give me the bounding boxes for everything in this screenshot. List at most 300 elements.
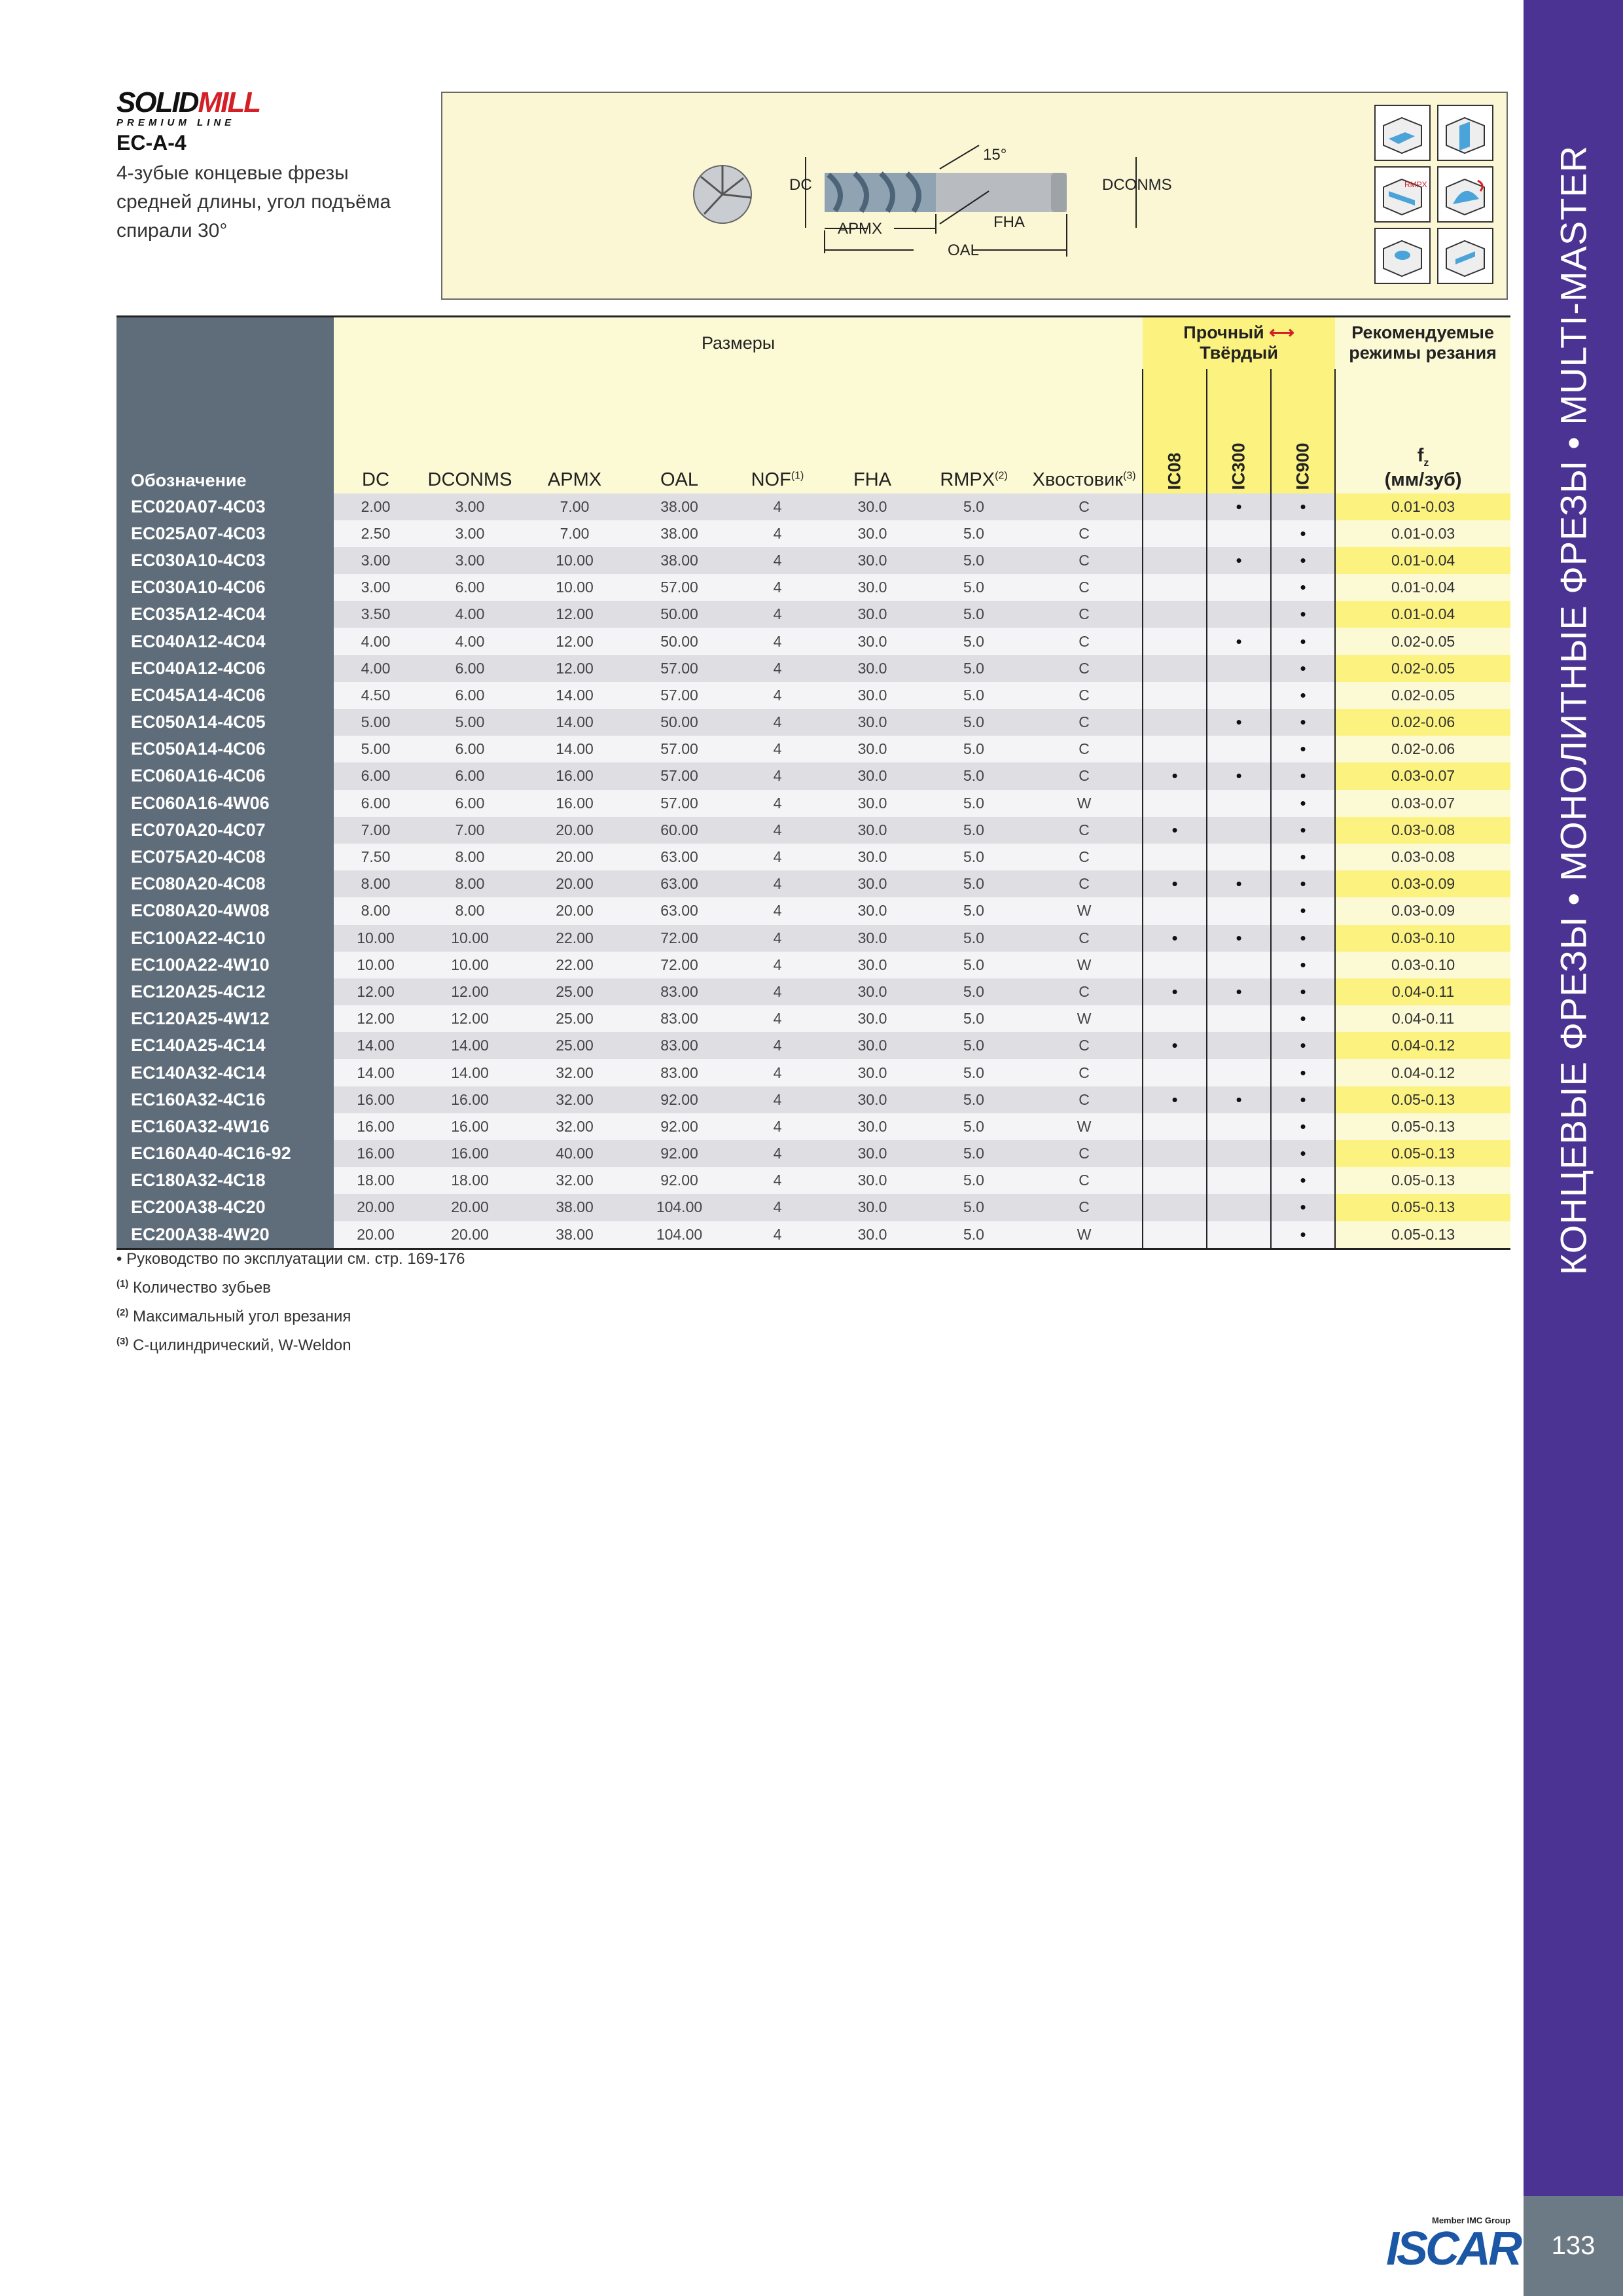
cell-designation: EC045A14-4C06: [116, 682, 334, 709]
cell-ic08: [1143, 1221, 1207, 1249]
cell-nof: 4: [732, 870, 823, 897]
cell-ic900: •: [1271, 1059, 1335, 1086]
cell-ic08: [1143, 655, 1207, 682]
cell-ic08: [1143, 682, 1207, 709]
cell-fha: 30.0: [823, 574, 921, 601]
cell-rmpx: 5.0: [921, 817, 1026, 844]
cell-shank: C: [1026, 601, 1143, 628]
slotting-icon: [1437, 105, 1493, 161]
cell-ic08: [1143, 493, 1207, 520]
label-dconms: DCONMS: [1102, 176, 1172, 194]
cell-dc: 14.00: [334, 1032, 418, 1059]
cell-nof: 4: [732, 547, 823, 574]
cell-ic08: •: [1143, 762, 1207, 789]
cell-fz: 0.01-0.04: [1335, 574, 1510, 601]
cell-rmpx: 5.0: [921, 682, 1026, 709]
page-number: 133: [1524, 2196, 1623, 2296]
cell-ic300: [1207, 844, 1271, 870]
cell-shank: C: [1026, 493, 1143, 520]
note-2: $^{(2)}$ Максимальный угол врезания: [116, 1307, 351, 1325]
table-row: [116, 952, 1510, 978]
table-row: [116, 762, 1510, 789]
cell-ic300: [1207, 1059, 1271, 1086]
ramping-icon: [1374, 166, 1431, 223]
cell-ic900: •: [1271, 601, 1335, 628]
cell-dconms: 7.00: [418, 817, 522, 844]
cell-ic08: •: [1143, 978, 1207, 1005]
cell-designation: EC050A14-4C06: [116, 736, 334, 762]
cell-apmx: 25.00: [522, 1032, 627, 1059]
cell-fha: 30.0: [823, 817, 921, 844]
cell-rmpx: 5.0: [921, 601, 1026, 628]
side-milling-icon: [1437, 228, 1493, 284]
cell-ic900: •: [1271, 520, 1335, 547]
cell-rmpx: 5.0: [921, 762, 1026, 789]
cell-apmx: 22.00: [522, 925, 627, 952]
cell-dconms: 20.00: [418, 1194, 522, 1221]
cell-ic300: [1207, 952, 1271, 978]
cell-dconms: 6.00: [418, 736, 522, 762]
cell-nof: 4: [732, 628, 823, 655]
cell-ic900: •: [1271, 1167, 1335, 1194]
cell-rmpx: 5.0: [921, 790, 1026, 817]
cell-shank: C: [1026, 682, 1143, 709]
cell-nof: 4: [732, 844, 823, 870]
footnotes: [116, 1247, 465, 1358]
profiling-icon: [1437, 166, 1493, 223]
cell-fha: 30.0: [823, 1140, 921, 1167]
cell-designation: EC160A32-4C16: [116, 1086, 334, 1113]
cell-apmx: 7.00: [522, 520, 627, 547]
cell-ic300: •: [1207, 547, 1271, 574]
cell-shank: C: [1026, 574, 1143, 601]
cell-dconms: 8.00: [418, 897, 522, 924]
table-row: [116, 870, 1510, 897]
cell-fz: 0.03-0.10: [1335, 925, 1510, 952]
cell-ic900: •: [1271, 870, 1335, 897]
cell-nof: 4: [732, 1086, 823, 1113]
cell-ic900: •: [1271, 655, 1335, 682]
cell-fha: 30.0: [823, 628, 921, 655]
cell-fz: 0.05-0.13: [1335, 1167, 1510, 1194]
cell-fz: 0.05-0.13: [1335, 1113, 1510, 1140]
col-dconms: DCONMS: [418, 369, 522, 493]
cell-nof: 4: [732, 1167, 823, 1194]
header-recommended: Рекомендуемые режимы резания: [1335, 317, 1510, 369]
cell-nof: 4: [732, 601, 823, 628]
cell-ic300: [1207, 574, 1271, 601]
cell-shank: C: [1026, 817, 1143, 844]
table-row: [116, 844, 1510, 870]
cell-dc: 16.00: [334, 1086, 418, 1113]
cell-oal: 92.00: [627, 1113, 732, 1140]
cell-dconms: 10.00: [418, 925, 522, 952]
cell-fz: 0.03-0.07: [1335, 762, 1510, 789]
table-row: [116, 790, 1510, 817]
logo-solid: SOLID: [116, 86, 198, 118]
table-row: [116, 601, 1510, 628]
cell-ic900: •: [1271, 628, 1335, 655]
cell-oal: 104.00: [627, 1194, 732, 1221]
cell-oal: 57.00: [627, 736, 732, 762]
cell-ic900: •: [1271, 1086, 1335, 1113]
cell-fha: 30.0: [823, 925, 921, 952]
cell-ic900: •: [1271, 925, 1335, 952]
cell-nof: 4: [732, 1032, 823, 1059]
cell-fha: 30.0: [823, 790, 921, 817]
cell-dconms: 3.00: [418, 493, 522, 520]
cell-oal: 63.00: [627, 870, 732, 897]
cell-fha: 30.0: [823, 1032, 921, 1059]
cell-nof: 4: [732, 574, 823, 601]
cell-designation: EC030A10-4C03: [116, 547, 334, 574]
cell-shank: C: [1026, 547, 1143, 574]
cell-ic08: [1143, 1059, 1207, 1086]
table-row: [116, 574, 1510, 601]
cell-nof: 4: [732, 790, 823, 817]
cell-ic08: •: [1143, 870, 1207, 897]
cell-dc: 8.00: [334, 897, 418, 924]
cell-designation: EC075A20-4C08: [116, 844, 334, 870]
cell-ic900: •: [1271, 978, 1335, 1005]
table-row: [116, 925, 1510, 952]
cell-ic08: [1143, 844, 1207, 870]
cell-oal: 83.00: [627, 1032, 732, 1059]
col-fz: $f_z$ (мм/зуб): [1335, 369, 1510, 493]
cell-ic08: [1143, 520, 1207, 547]
cell-fz: 0.02-0.05: [1335, 655, 1510, 682]
cell-ic900: •: [1271, 547, 1335, 574]
cell-ic300: [1207, 1221, 1271, 1249]
cell-dconms: 12.00: [418, 1005, 522, 1032]
cell-ic08: [1143, 790, 1207, 817]
col-nof: NOF$^{(1)}$: [732, 369, 823, 493]
cell-dconms: 6.00: [418, 682, 522, 709]
cell-oal: 72.00: [627, 925, 732, 952]
table-row: [116, 682, 1510, 709]
cell-designation: EC160A40-4C16-92: [116, 1140, 334, 1167]
cell-dc: 14.00: [334, 1059, 418, 1086]
cell-apmx: 16.00: [522, 762, 627, 789]
cell-fha: 30.0: [823, 1113, 921, 1140]
cell-ic300: •: [1207, 709, 1271, 736]
cell-dc: 6.00: [334, 790, 418, 817]
cell-ic900: •: [1271, 1032, 1335, 1059]
cell-oal: 60.00: [627, 817, 732, 844]
header-designation: Обозначение: [116, 317, 334, 493]
shoulder-milling-icon: [1374, 105, 1431, 161]
cell-rmpx: 5.0: [921, 1113, 1026, 1140]
cell-fha: 30.0: [823, 736, 921, 762]
cell-dc: 16.00: [334, 1113, 418, 1140]
cell-dc: 20.00: [334, 1221, 418, 1249]
cell-fha: 30.0: [823, 682, 921, 709]
cell-oal: 50.00: [627, 709, 732, 736]
cell-nof: 4: [732, 520, 823, 547]
cell-ic08: [1143, 601, 1207, 628]
cell-shank: C: [1026, 1086, 1143, 1113]
cell-fha: 30.0: [823, 1005, 921, 1032]
cell-shank: C: [1026, 925, 1143, 952]
cell-designation: EC200A38-4W20: [116, 1221, 334, 1249]
cell-ic300: [1207, 736, 1271, 762]
cell-nof: 4: [732, 1194, 823, 1221]
table-row: [116, 1167, 1510, 1194]
product-description: 4-зубые концевые фрезы средней длины, угол подъёма спирали 30°: [116, 162, 391, 242]
cell-ic300: [1207, 817, 1271, 844]
cell-rmpx: 5.0: [921, 493, 1026, 520]
table-row: [116, 736, 1510, 762]
cell-rmpx: 5.0: [921, 1059, 1026, 1086]
cell-rmpx: 5.0: [921, 844, 1026, 870]
sidebar-title: КОНЦЕВЫЕ ФРЕЗЫ • МОНОЛИТНЫЕ ФРЕЗЫ • MULTI-MASTER: [1552, 145, 1594, 1276]
cell-designation: EC060A16-4C06: [116, 762, 334, 789]
cell-oal: 63.00: [627, 897, 732, 924]
cell-oal: 83.00: [627, 1059, 732, 1086]
cell-ic300: [1207, 655, 1271, 682]
note-1: $^{(1)}$ Количество зубьев: [116, 1278, 271, 1297]
cell-dconms: 6.00: [418, 790, 522, 817]
cell-fz: 0.01-0.03: [1335, 520, 1510, 547]
cell-shank: W: [1026, 1221, 1143, 1249]
cell-rmpx: 5.0: [921, 520, 1026, 547]
table-row: [116, 1086, 1510, 1113]
cell-apmx: 22.00: [522, 952, 627, 978]
cell-ic08: [1143, 1113, 1207, 1140]
cell-fz: 0.05-0.13: [1335, 1086, 1510, 1113]
cell-designation: EC080A20-4C08: [116, 870, 334, 897]
cell-dconms: 5.00: [418, 709, 522, 736]
cell-fz: 0.01-0.04: [1335, 547, 1510, 574]
cell-dc: 3.00: [334, 574, 418, 601]
cell-nof: 4: [732, 897, 823, 924]
cell-fha: 30.0: [823, 870, 921, 897]
cell-shank: C: [1026, 978, 1143, 1005]
cell-oal: 72.00: [627, 952, 732, 978]
cell-nof: 4: [732, 682, 823, 709]
logo-sub: PREMIUM LINE: [116, 117, 236, 128]
cell-apmx: 38.00: [522, 1194, 627, 1221]
cell-fha: 30.0: [823, 601, 921, 628]
table-row: [116, 1194, 1510, 1221]
cell-oal: 57.00: [627, 762, 732, 789]
cell-shank: C: [1026, 520, 1143, 547]
cell-apmx: 16.00: [522, 790, 627, 817]
cell-ic900: •: [1271, 817, 1335, 844]
cell-apmx: 10.00: [522, 547, 627, 574]
cell-apmx: 14.00: [522, 682, 627, 709]
cell-dconms: 14.00: [418, 1032, 522, 1059]
cell-dconms: 12.00: [418, 978, 522, 1005]
label-apmx: APMX: [838, 220, 883, 238]
cell-fha: 30.0: [823, 709, 921, 736]
cell-ic900: •: [1271, 897, 1335, 924]
cell-dc: 2.50: [334, 520, 418, 547]
cell-dc: 6.00: [334, 762, 418, 789]
cell-ic08: [1143, 709, 1207, 736]
cell-dconms: 18.00: [418, 1167, 522, 1194]
logo-mill: MILL: [198, 86, 260, 118]
cell-ic08: •: [1143, 1086, 1207, 1113]
cell-apmx: 12.00: [522, 601, 627, 628]
cell-ic300: [1207, 601, 1271, 628]
cell-ic08: [1143, 1005, 1207, 1032]
table-row: [116, 978, 1510, 1005]
cell-dconms: 16.00: [418, 1140, 522, 1167]
cell-rmpx: 5.0: [921, 1167, 1026, 1194]
col-ic08: IC08: [1143, 369, 1207, 493]
cell-dconms: 6.00: [418, 655, 522, 682]
cell-dc: 16.00: [334, 1140, 418, 1167]
cell-apmx: 20.00: [522, 897, 627, 924]
cell-shank: W: [1026, 790, 1143, 817]
product-code: EC-A-4: [116, 131, 187, 154]
col-dc: DC: [334, 369, 418, 493]
cell-rmpx: 5.0: [921, 1140, 1026, 1167]
table-row: [116, 628, 1510, 655]
cell-shank: C: [1026, 655, 1143, 682]
cell-designation: EC180A32-4C18: [116, 1167, 334, 1194]
table-row: [116, 493, 1510, 520]
cell-apmx: 25.00: [522, 1005, 627, 1032]
cell-shank: C: [1026, 736, 1143, 762]
cell-ic900: •: [1271, 790, 1335, 817]
cell-designation: EC120A25-4C12: [116, 978, 334, 1005]
cell-fha: 30.0: [823, 952, 921, 978]
cell-fz: 0.02-0.06: [1335, 736, 1510, 762]
cell-shank: C: [1026, 628, 1143, 655]
cell-fz: 0.03-0.09: [1335, 870, 1510, 897]
cell-fz: 0.03-0.07: [1335, 790, 1510, 817]
col-oal: OAL: [627, 369, 732, 493]
label-angle: 15°: [983, 146, 1007, 164]
cell-designation: EC120A25-4W12: [116, 1005, 334, 1032]
cell-rmpx: 5.0: [921, 952, 1026, 978]
cell-nof: 4: [732, 762, 823, 789]
cell-dc: 7.00: [334, 817, 418, 844]
cell-rmpx: 5.0: [921, 736, 1026, 762]
cell-dc: 12.00: [334, 978, 418, 1005]
cell-shank: C: [1026, 1032, 1143, 1059]
cell-dconms: 10.00: [418, 952, 522, 978]
cell-designation: EC050A14-4C05: [116, 709, 334, 736]
cell-oal: 83.00: [627, 1005, 732, 1032]
cell-rmpx: 5.0: [921, 1005, 1026, 1032]
cell-ic300: •: [1207, 870, 1271, 897]
cell-fz: 0.03-0.08: [1335, 817, 1510, 844]
col-fha: FHA: [823, 369, 921, 493]
cell-oal: 38.00: [627, 520, 732, 547]
cell-ic900: •: [1271, 709, 1335, 736]
label-fha: FHA: [993, 213, 1025, 231]
end-mill-drawing: [442, 93, 1507, 298]
cell-fha: 30.0: [823, 1194, 921, 1221]
cell-ic08: [1143, 1167, 1207, 1194]
cell-shank: C: [1026, 709, 1143, 736]
cell-fz: 0.03-0.08: [1335, 844, 1510, 870]
cell-oal: 83.00: [627, 978, 732, 1005]
cell-fz: 0.04-0.11: [1335, 978, 1510, 1005]
cell-dc: 4.50: [334, 682, 418, 709]
cell-fha: 30.0: [823, 844, 921, 870]
col-ic900: IC900: [1271, 369, 1335, 493]
cell-oal: 38.00: [627, 493, 732, 520]
product-table: [116, 315, 1510, 1250]
cell-ic08: [1143, 1140, 1207, 1167]
cell-designation: EC140A32-4C14: [116, 1059, 334, 1086]
tool-diagram: [441, 92, 1508, 300]
cell-ic300: [1207, 1167, 1271, 1194]
cell-designation: EC040A12-4C04: [116, 628, 334, 655]
col-apmx: APMX: [522, 369, 627, 493]
cell-fha: 30.0: [823, 1167, 921, 1194]
cell-ic900: •: [1271, 493, 1335, 520]
cell-ic300: [1207, 520, 1271, 547]
cell-apmx: 14.00: [522, 736, 627, 762]
grade-tough-label: Прочный: [1183, 323, 1264, 343]
cell-apmx: 12.00: [522, 655, 627, 682]
cell-fha: 30.0: [823, 547, 921, 574]
cell-nof: 4: [732, 655, 823, 682]
cell-fz: 0.03-0.10: [1335, 952, 1510, 978]
cell-ic300: [1207, 1194, 1271, 1221]
cell-dconms: 16.00: [418, 1086, 522, 1113]
cell-dc: 2.00: [334, 493, 418, 520]
cell-rmpx: 5.0: [921, 655, 1026, 682]
cell-designation: EC030A10-4C06: [116, 574, 334, 601]
cell-ic300: •: [1207, 925, 1271, 952]
cell-dc: 20.00: [334, 1194, 418, 1221]
cell-dc: 3.50: [334, 601, 418, 628]
cell-nof: 4: [732, 978, 823, 1005]
cell-oal: 57.00: [627, 790, 732, 817]
cell-rmpx: 5.0: [921, 897, 1026, 924]
cell-ic08: •: [1143, 925, 1207, 952]
cell-dconms: 20.00: [418, 1221, 522, 1249]
cell-ic300: [1207, 790, 1271, 817]
cell-ic300: [1207, 1032, 1271, 1059]
cell-nof: 4: [732, 736, 823, 762]
cell-dconms: 8.00: [418, 870, 522, 897]
cell-oal: 57.00: [627, 682, 732, 709]
cell-ic08: [1143, 736, 1207, 762]
table-row: [116, 1113, 1510, 1140]
table-row: [116, 897, 1510, 924]
cell-dconms: 4.00: [418, 628, 522, 655]
cell-fz: 0.05-0.13: [1335, 1140, 1510, 1167]
cell-apmx: 12.00: [522, 628, 627, 655]
header-grade-scale: [1143, 317, 1335, 369]
cell-shank: C: [1026, 870, 1143, 897]
cell-oal: 57.00: [627, 574, 732, 601]
cell-ic900: •: [1271, 682, 1335, 709]
cell-ic08: [1143, 952, 1207, 978]
cell-designation: EC140A25-4C14: [116, 1032, 334, 1059]
cell-fha: 30.0: [823, 493, 921, 520]
cell-ic900: •: [1271, 1113, 1335, 1140]
cell-nof: 4: [732, 1221, 823, 1249]
cell-ic900: •: [1271, 844, 1335, 870]
cell-oal: 50.00: [627, 601, 732, 628]
cell-rmpx: 5.0: [921, 978, 1026, 1005]
cell-rmpx: 5.0: [921, 870, 1026, 897]
cell-shank: C: [1026, 1140, 1143, 1167]
cell-apmx: 7.00: [522, 493, 627, 520]
note-3: $^{(3)}$ С-цилиндрический, W-Weldon: [116, 1336, 351, 1354]
cell-ic300: [1207, 897, 1271, 924]
cell-dc: 12.00: [334, 1005, 418, 1032]
cell-apmx: 10.00: [522, 574, 627, 601]
